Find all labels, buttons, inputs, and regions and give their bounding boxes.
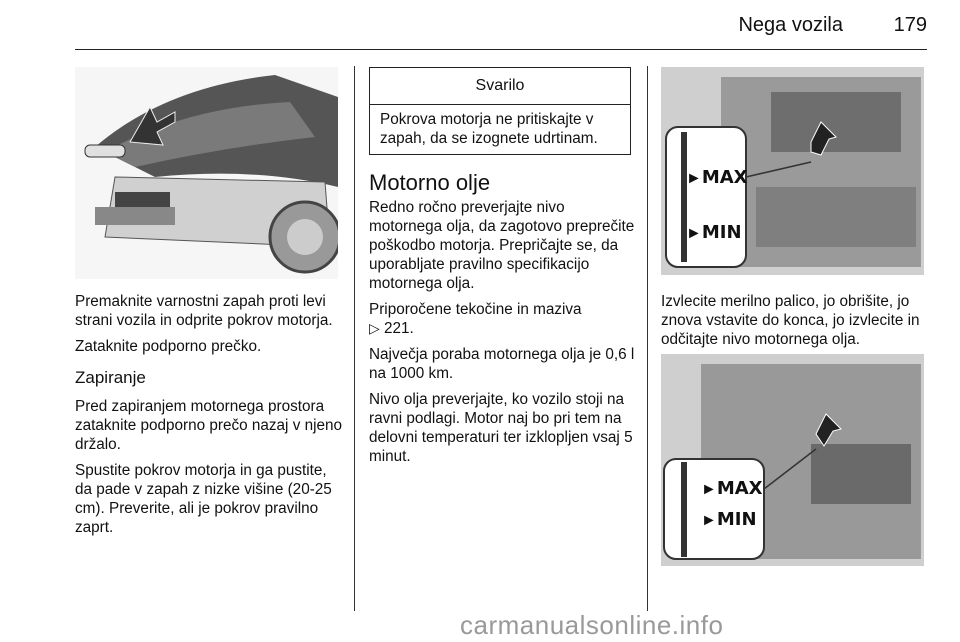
paragraph: Pred zapiranjem motornega prostora zataknite podporno prečo nazaj v njeno držalo. [75,398,343,453]
dipstick-max-mark: ►MAX [686,167,748,188]
dipstick-illustration-1 [661,67,924,275]
dipstick-min-mark: ►MIN [701,509,757,530]
page-number: 179 [893,14,927,36]
paragraph: Zataknite podporno prečko. [75,338,262,355]
page-reference[interactable]: 221. [384,320,414,337]
paragraph: Spustite pokrov motorja in ga pustite, da pade v zapah z nizke višine (20-25 cm). Preverite, ali je pokrov pravilno zaprt. [75,462,332,536]
header-rule [75,49,927,50]
column-divider-1 [354,66,355,611]
warning-text: Pokrova motorja ne pritiskajte v zapah, da se izognete udrtinam. [380,111,598,147]
section-heading-motorno-olje: Motorno olje [369,170,491,195]
paragraph-text: Priporočene tekočine in maziva [369,301,582,318]
page-ref-arrow-icon: ▷ [369,320,380,336]
dipstick-max-mark: ►MAX [701,478,763,499]
subheading-zapiranje: Zapiranje [75,368,146,387]
warning-box [369,67,631,155]
dipstick-min-mark: ►MIN [686,222,742,243]
triangle-marker-icon: ► [686,225,702,242]
paragraph: Nivo olja preverjajte, ko vozilo stoji na ravni podlagi. Motor naj bo pri tem na delovni temperaturi ter izklopljen vsaj 5 minut. [369,391,633,465]
triangle-marker-icon: ► [701,481,717,498]
dipstick-illustration-2 [661,354,924,566]
warning-title: Svarilo [370,68,630,105]
dipstick-caption: Izvlecite merilno palico, jo obrišite, jo znova vstavite do konca, jo izvlecite in odčitajte nivo motornega olja. [661,293,920,348]
right-column [661,292,931,356]
hood-illustration [75,67,338,279]
column-divider-2 [647,66,648,611]
watermark: carmanualsonline.info [460,610,724,640]
paragraph: Največja poraba motornega olja je 0,6 l na 1000 km. [369,346,635,382]
left-column [75,292,343,544]
paragraph: Redno ročno preverjajte nivo motornega olja, da zagotovo preprečite poškodbo motorja. Prepričajte se, da uporabljate pravilno specifikacijo motornega olja. [369,199,635,292]
triangle-marker-icon: ► [701,512,717,529]
triangle-marker-icon: ► [686,170,702,187]
middle-column [369,170,635,473]
hood-caption: Premaknite varnostni zapah proti levi strani vozila in odprite pokrov motorja. [75,293,333,329]
paragraph [369,300,635,338]
section-title: Nega vozila [738,14,843,36]
